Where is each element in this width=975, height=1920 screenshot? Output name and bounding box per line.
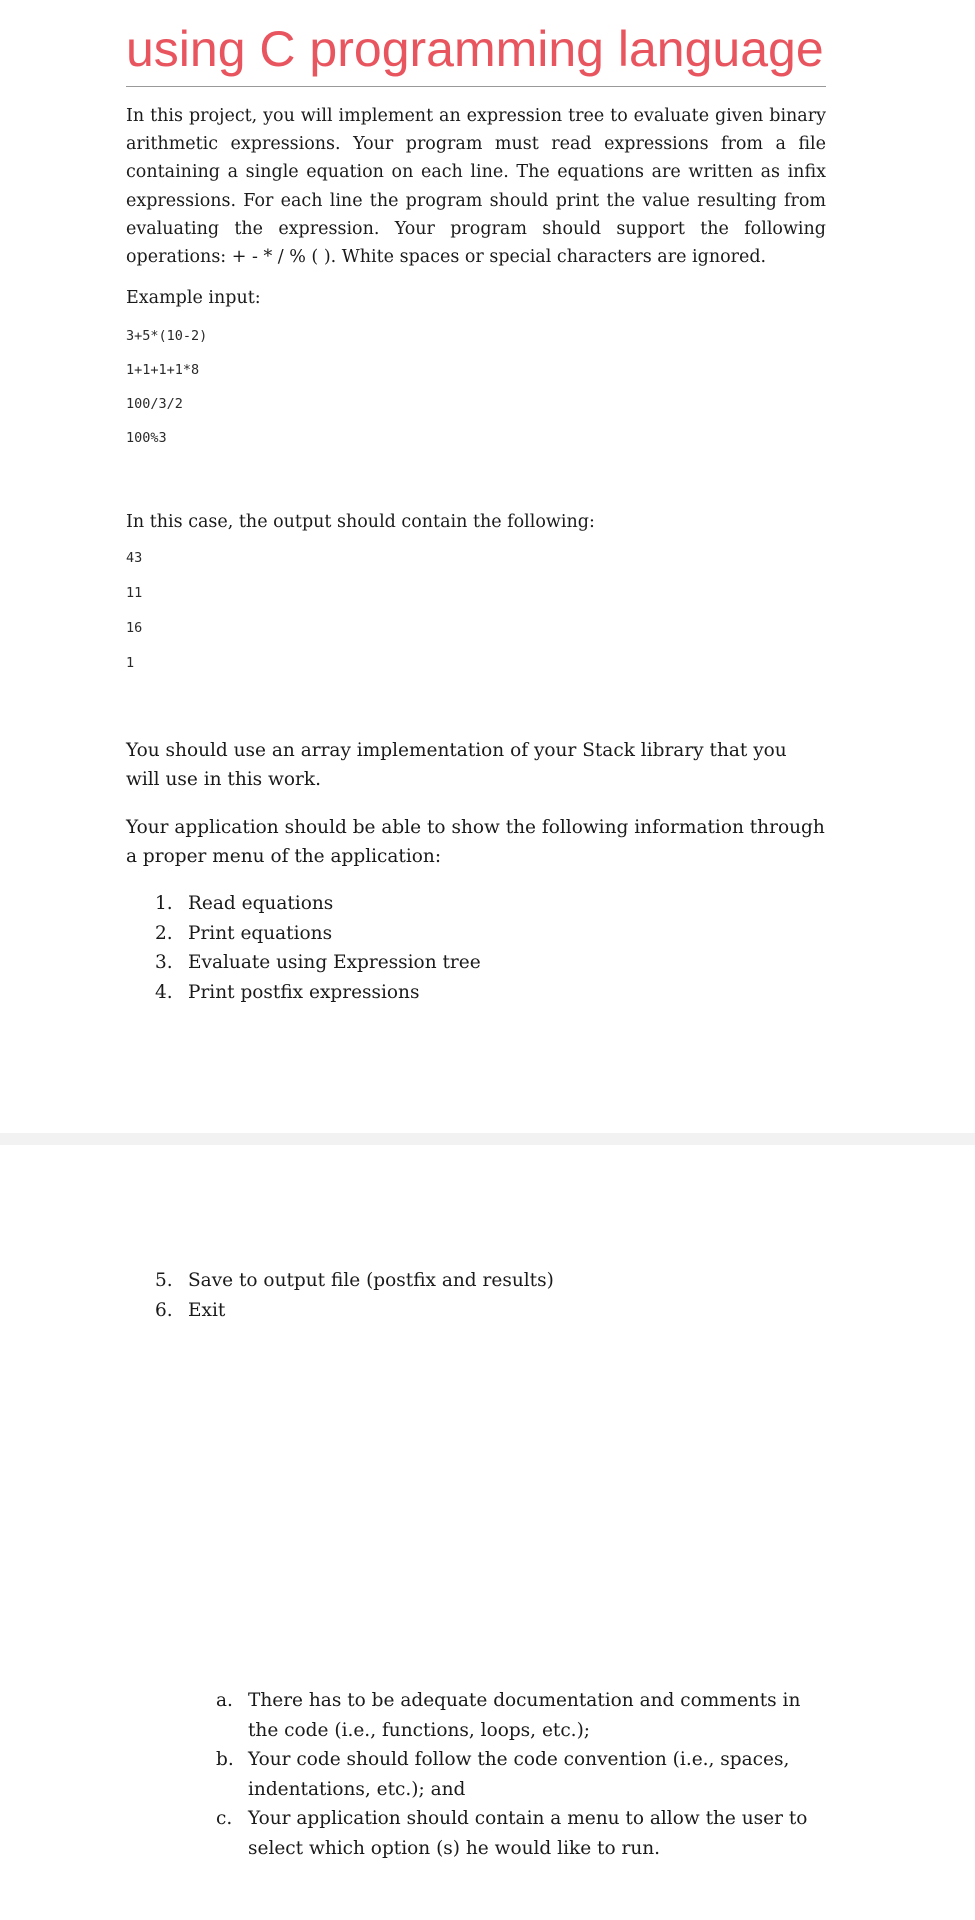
example-input-line: 3+5*(10-2)	[126, 328, 208, 344]
requirement-text: Your application should contain a menu to allow the user to select which option (s) he would like to run.	[248, 1808, 808, 1859]
requirement-item	[216, 1804, 816, 1863]
menu-item	[155, 948, 481, 978]
requirement-letter: a.	[216, 1690, 233, 1711]
menu-item-number: 4.	[155, 981, 173, 1003]
requirement-text: There has to be adequate documentation and comments in the code (i.e., functions, loops, etc.);	[248, 1690, 801, 1741]
output-line: 43	[126, 550, 143, 566]
requirement-letter: b.	[216, 1749, 234, 1770]
example-input-line: 100/3/2	[126, 396, 183, 412]
menu-item-number: 6.	[155, 1299, 173, 1321]
menu-item-label: Exit	[188, 1299, 226, 1321]
requirement-text: Your code should follow the code convention (i.e., spaces, indentations, etc.); and	[248, 1749, 790, 1800]
output-label: In this case, the output should contain the following:	[126, 512, 595, 532]
page-title: using C programming language	[126, 21, 824, 77]
menu-list-part2	[155, 1266, 554, 1325]
menu-item	[155, 1266, 554, 1296]
menu-item-label: Read equations	[188, 893, 334, 914]
intro-paragraph: In this project, you will implement an expression tree to evaluate given binary arithmetic expressions. Your program must read expressions from a file containing a single equation on each line. The equations are written as infix expressions. For each line the program should print the value resulting from evaluating the expression. Your program should support the following operations: + - * / % ( ). White spaces or special characters are ignored.	[126, 106, 826, 268]
output-list	[126, 548, 142, 688]
example-input-label: Example input:	[126, 288, 261, 308]
menu-item-number: 5.	[155, 1270, 173, 1291]
menu-item	[155, 889, 481, 919]
output-line: 16	[126, 620, 143, 636]
menu-item	[155, 1296, 554, 1326]
page-break-divider	[0, 1133, 975, 1145]
example-input-line: 1+1+1+1*8	[126, 362, 200, 378]
menu-item-number: 1.	[155, 893, 173, 914]
output-line: 1	[126, 655, 135, 671]
menu-list-part1	[155, 889, 481, 1007]
menu-item-label: Print equations	[188, 922, 333, 944]
requirements-list	[216, 1686, 816, 1863]
menu-intro-paragraph: Your application should be able to show the following information through a proper menu of the application:	[126, 817, 825, 867]
menu-item-label: Print postfix expressions	[188, 981, 420, 1003]
requirement-letter: c.	[216, 1808, 233, 1829]
menu-item	[155, 919, 481, 949]
menu-item-label: Evaluate using Expression tree	[188, 952, 481, 973]
example-input-list	[126, 326, 207, 462]
example-input-line: 100%3	[126, 430, 167, 446]
requirement-item	[216, 1686, 816, 1745]
menu-item	[155, 978, 481, 1008]
title-underline	[126, 86, 826, 87]
requirement-item	[216, 1745, 816, 1804]
output-line: 11	[126, 585, 143, 601]
menu-item-label: Save to output file (postfix and results)	[188, 1270, 554, 1291]
stack-note-paragraph: You should use an array implementation of your Stack library that you will use in this work.	[126, 740, 787, 790]
menu-item-number: 2.	[155, 922, 173, 944]
menu-item-number: 3.	[155, 952, 173, 973]
